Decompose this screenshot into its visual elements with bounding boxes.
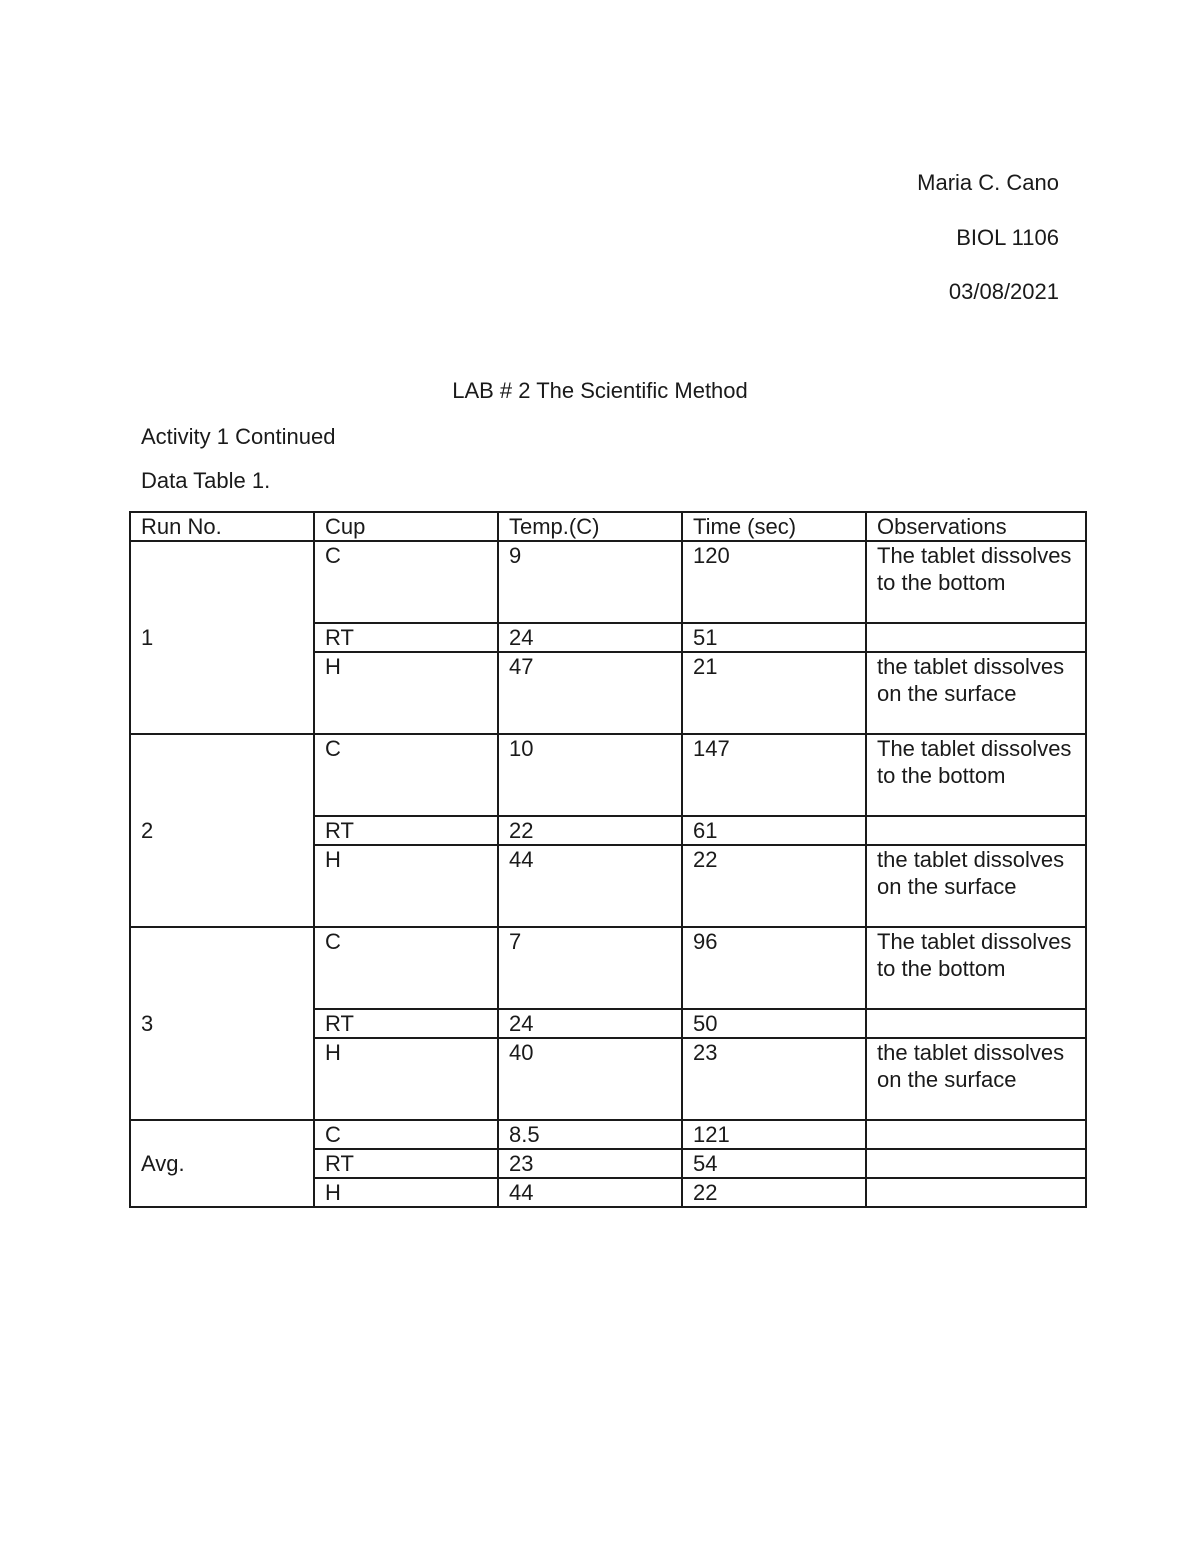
temp-cell: 7 [498, 927, 682, 1009]
observation-cell [866, 1149, 1086, 1178]
table-row [130, 927, 1086, 1009]
table-row [130, 541, 1086, 623]
run-cell: 1 [130, 541, 314, 734]
observation-cell: the tablet dissolves on the surface [866, 845, 1086, 927]
temp-cell: 23 [498, 1149, 682, 1178]
time-cell: 51 [682, 623, 866, 652]
time-cell: 21 [682, 652, 866, 734]
temp-cell: 47 [498, 652, 682, 734]
time-cell: 50 [682, 1009, 866, 1038]
cup-cell: C [314, 734, 498, 816]
course-code: BIOL 1106 [956, 225, 1059, 250]
observation-cell [866, 1120, 1086, 1149]
temp-cell: 44 [498, 1178, 682, 1207]
temp-cell: 9 [498, 541, 682, 623]
cup-cell: C [314, 927, 498, 1009]
header-cell-observations: Observations [866, 512, 1086, 541]
cup-cell: RT [314, 1009, 498, 1038]
data-table [129, 511, 1087, 1208]
cup-cell: RT [314, 816, 498, 845]
time-cell: 54 [682, 1149, 866, 1178]
cup-cell: H [314, 1038, 498, 1120]
page-title: LAB # 2 The Scientific Method [452, 378, 748, 403]
observation-cell: The tablet dissolves to the bottom [866, 734, 1086, 816]
header-cell-time: Time (sec) [682, 512, 866, 541]
table-caption: Data Table 1. [141, 468, 271, 493]
temp-cell: 22 [498, 816, 682, 845]
observation-cell [866, 816, 1086, 845]
table-row [130, 734, 1086, 816]
run-cell: 3 [130, 927, 314, 1120]
temp-cell: 8.5 [498, 1120, 682, 1149]
temp-cell: 44 [498, 845, 682, 927]
table-row [130, 1120, 1086, 1149]
cup-cell: H [314, 1178, 498, 1207]
cup-cell: C [314, 1120, 498, 1149]
table-header-row [130, 512, 1086, 541]
observation-cell [866, 1009, 1086, 1038]
time-cell: 147 [682, 734, 866, 816]
time-cell: 61 [682, 816, 866, 845]
temp-cell: 24 [498, 623, 682, 652]
cup-cell: H [314, 845, 498, 927]
header-cell-cup: Cup [314, 512, 498, 541]
header-cell-temp: Temp.(C) [498, 512, 682, 541]
run-cell: 2 [130, 734, 314, 927]
cup-cell: C [314, 541, 498, 623]
time-cell: 120 [682, 541, 866, 623]
time-cell: 96 [682, 927, 866, 1009]
activity-label: Activity 1 Continued [141, 424, 336, 449]
temp-cell: 40 [498, 1038, 682, 1120]
observation-cell [866, 1178, 1086, 1207]
cup-cell: H [314, 652, 498, 734]
header-cell-run: Run No. [130, 512, 314, 541]
time-cell: 121 [682, 1120, 866, 1149]
time-cell: 22 [682, 845, 866, 927]
time-cell: 23 [682, 1038, 866, 1120]
observation-cell: The tablet dissolves to the bottom [866, 927, 1086, 1009]
temp-cell: 10 [498, 734, 682, 816]
student-name: Maria C. Cano [917, 170, 1059, 195]
observation-cell: The tablet dissolves to the bottom [866, 541, 1086, 623]
observation-cell: the tablet dissolves on the surface [866, 1038, 1086, 1120]
observation-cell: the tablet dissolves on the surface [866, 652, 1086, 734]
run-cell: Avg. [130, 1120, 314, 1207]
cup-cell: RT [314, 1149, 498, 1178]
cup-cell: RT [314, 623, 498, 652]
report-date: 03/08/2021 [948, 279, 1059, 304]
observation-cell [866, 623, 1086, 652]
time-cell: 22 [682, 1178, 866, 1207]
temp-cell: 24 [498, 1009, 682, 1038]
